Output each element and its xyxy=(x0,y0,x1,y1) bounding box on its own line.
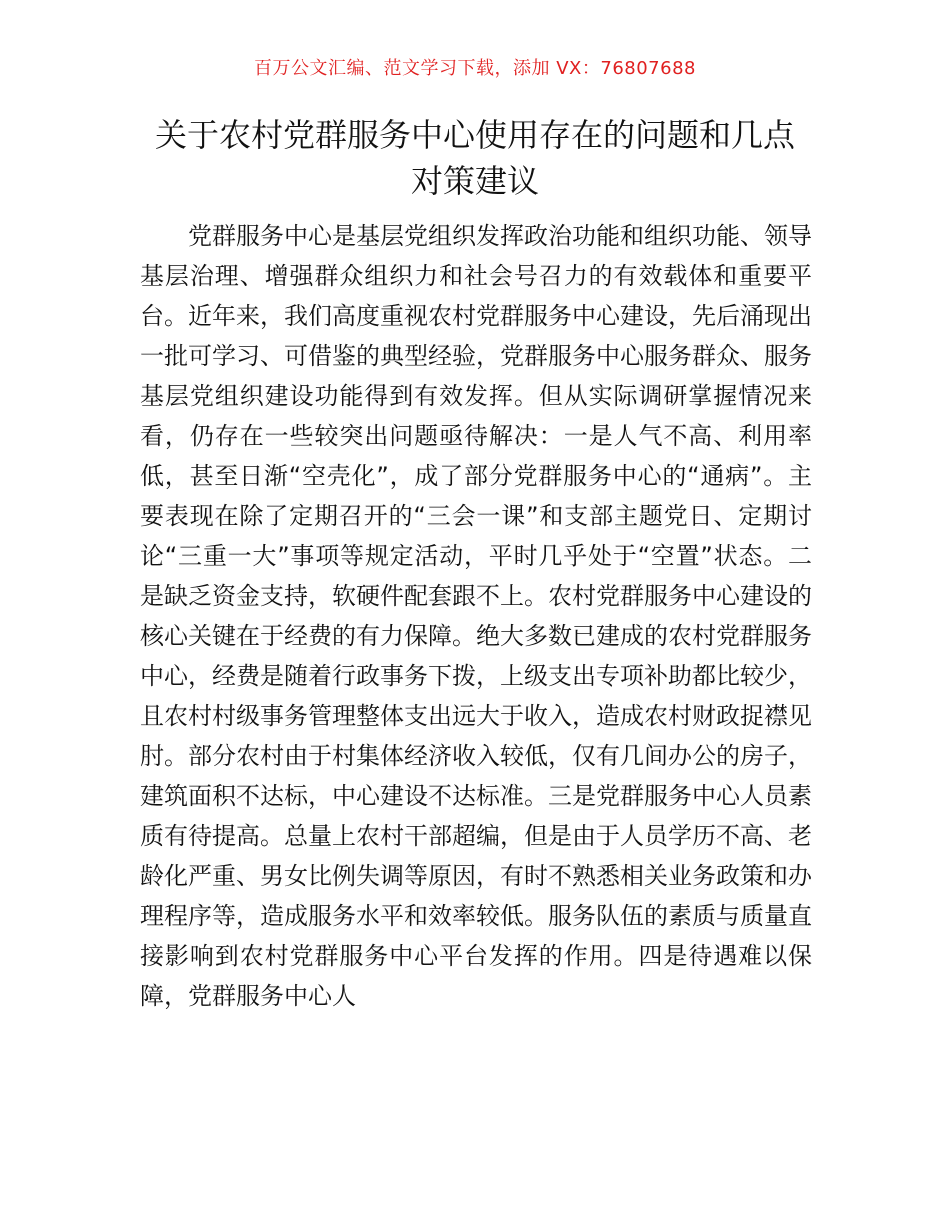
title-line-2: 对策建议 xyxy=(410,162,539,200)
document-title xyxy=(120,112,830,204)
title-line-1: 关于农村党群服务中心使用存在的问题和几点 xyxy=(154,116,795,154)
document-body xyxy=(140,216,812,1016)
body-paragraph: 党群服务中心是基层党组织发挥政治功能和组织功能、领导基层治理、增强群众组织力和社会号召力的有效载体和重要平台。近年来，我们高度重视农村党群服务中心建设，先后涌现出一批可学习、可借鉴的典型经验，党群服务中心服务群众、服务基层党组织建设功能得到有效发挥。但从实际调研掌握情况来看，仍存在一些较突出问题亟待解决：一是人气不高、利用率低，甚至日渐“空壳化”，成了部分党群服务中心的“通病”。主要表现在除了定期召开的“三会一课”和支部主题党日、定期讨论“三重一大”事项等规定活动，平时几乎处于“空置”状态。二是缺乏资金支持，软硬件配套跟不上。农村党群服务中心建设的核心关键在于经费的有力保障。绝大多数已建成的农村党群服务中心，经费是随着行政事务下拨，上级支出专项补助都比较少，且农村村级事务管理整体支出远大于收入，造成农村财政捉襟见肘。部分农村由于村集体经济收入较低，仅有几间办公的房子，建筑面积不达标，中心建设不达标准。三是党群服务中心人员素质有待提高。总量上农村干部超编，但是由于人员学历不高、老龄化严重、男女比例失调等原因，有时不熟悉相关业务政策和办理程序等，造成服务水平和效率较低。服务队伍的素质与质量直接影响到农村党群服务中心平台发挥的作用。四是待遇难以保障，党群服务中心人 xyxy=(140,222,812,1010)
header-watermark-note: 百万公文汇编、范文学习下载，添加 VX：76807688 xyxy=(254,58,696,79)
